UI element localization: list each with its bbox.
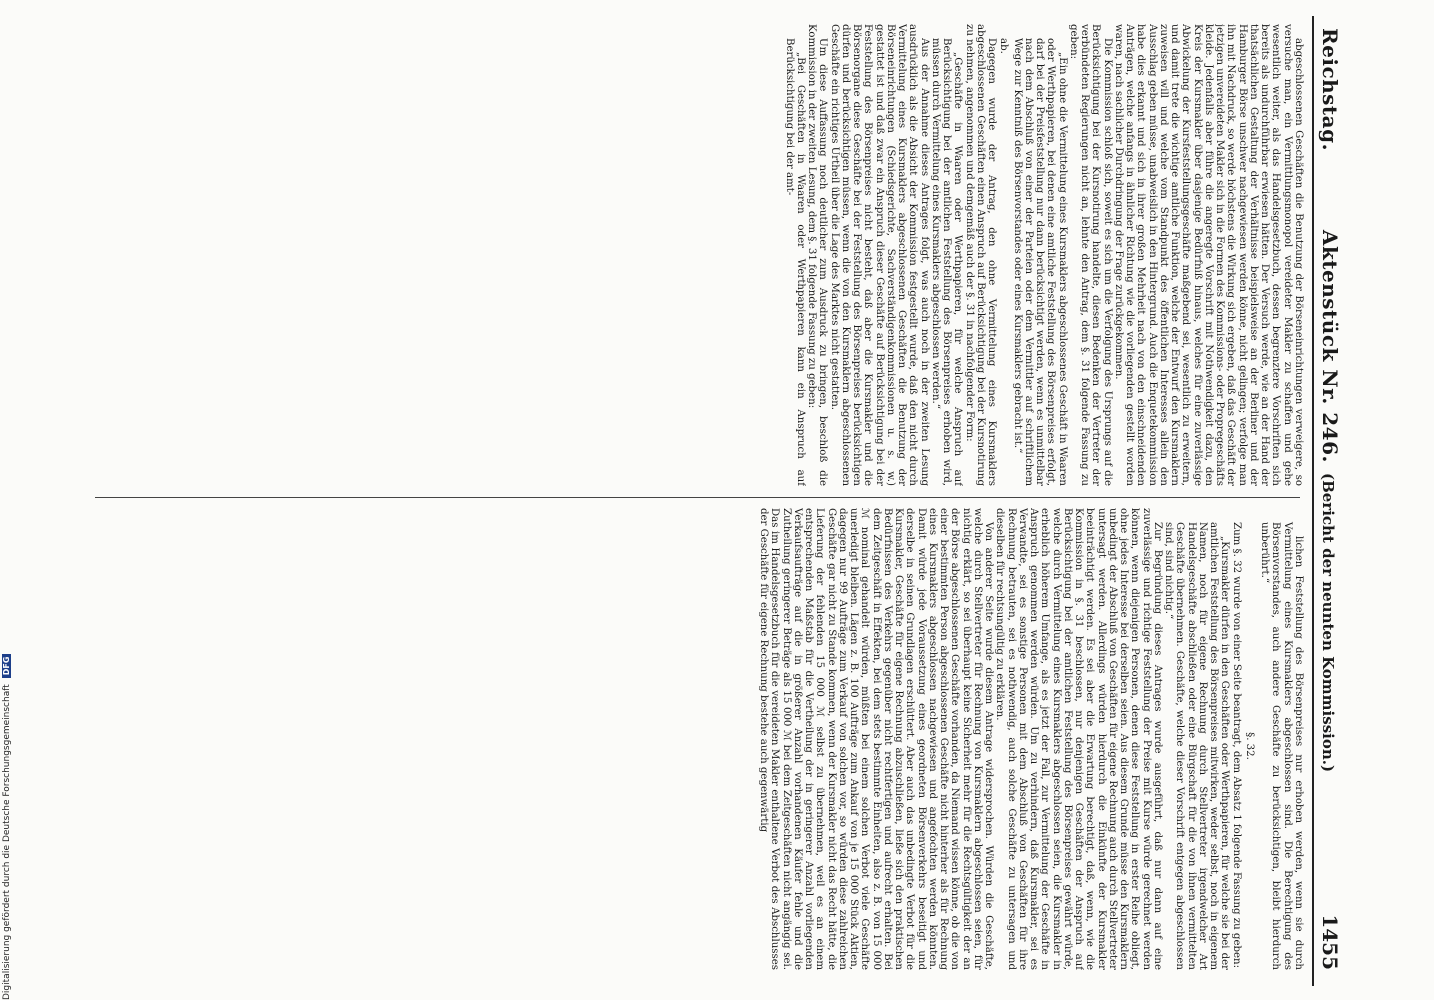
section-heading: §. 32.: [1244, 732, 1255, 760]
dfg-logo: DFG: [2, 654, 11, 679]
paragraph: Die Kommission schloß sich, soweit es sich um die Verfolgung des Ursprungs auf die Berücksichtigung bei der Kursnotirung handelte, diesen Bedenken der Vertreter der verbündeten Regierungen nicht an, lehnte den Antrag, dem §. 31 folgende Fassung zu geben:: [1068, 24, 1113, 486]
paragraph: Dagegen wurde der Antrag, den ohne Vermittelung eines Kursmaklers abgeschlossenen Geschäften einen Anspruch auf Berücksichtigung bei der Kursnotirung zu nehmen, angenommen und demgemäß auch der §. 31 in nachfolgender Form:: [963, 24, 998, 486]
paragraph: Von anderer Seite wurde diesem Antrage widersprochen. Würden die Geschäfte, welche durch Stellvertreter für Rechnung von Kursmaklern abgeschlossen seien, für nichtig erklärt, so sei überhaupt keine Sicherheit mehr für die Rechtsgültigkeit der an der Börse abgeschlossenen Geschäfte vorhanden, da Niemand wissen könne, ob die von einer bestimmten Person abgeschlossenen Geschäfte nicht hinterher als für Rechnung eines Kursmaklers abgeschlossen nachgewiesen und angefochten werden könnten. Damit würde jede Voraussetzung eines geordneten Börsenverkehrs beseitigt und derselbe in seinen Grundlagen erschüttert. Aber auch das unbedingte Verbot für die Kursmakler, Geschäfte für eigene Rechnung abzuschließen, ließe sich den praktischen Bedürfnissen des Verkehrs gegenüber nicht rechtfertigen und aufrecht erhalten. Bei dem Zeitgeschäft in Effekten, bei dem stets bestimmte Einheiten, also z. B. von 15 000 ℳ nominal gehandelt würden, müßten bei einem solchen Verbot viele Geschäfte unerledigt bleiben. Lägen z. B. 100 Aufträge zum Ankauf von je 15 000 Stück Aktien, dagegen nur 99 Aufträge zum Verkauf von solchen vor, so würden diese zahlreichen Geschäfte gar nicht zu Stande kommen, wenn der Kursmakler nicht das Recht hätte, die Lieferung der fehlenden 15 000 ℳ selbst zu übernehmen, weil es an einem entsprechenden Maßstab für die Vertheilung der in geringerer Anzahl vorliegenden Verkaufsaufträge auf die in größerer Anzahl vorhandenen Käufer fehle und die Zutheilung geringerer Beträge als 15 000 ℳ bei dem Zeitgeschäften nicht angängig sei. Das im Handelsgesetzbuch für die vereideten Makler enthaltene Verbot des Abschlusses der Geschäfte für eigene Rechnung bestehe auch gegenwärtig: [758, 508, 995, 970]
paragraph: Zum §. 32 wurde von einer Seite beantragt, dem Absatz 1 folgende Fassung zu geben:: [1230, 522, 1242, 969]
right-column: [89, 508, 1304, 970]
page-header: [1312, 16, 1344, 986]
document-title: Aktenstück Nr. 246.: [1318, 229, 1342, 463]
column-divider: [95, 497, 1300, 498]
paragraph: Zur Begründung dieses Antrages wurde ausgeführt, daß nur dann auf eine zuverlässige und richtige Feststellung der Preise mit Kurse würde gerechnet werden können, wenn diejenigen Personen, denen diese Feststellung in erster Reihe obliegt, ohne jedes Interesse bei derselben seien. Aus diesem Grunde müsse den Kursmaklern unbedingt der Abschluß von Geschäften für eigene Rechnung auch durch Stellvertreter untersagt werden. Allerdings würden hierdurch die Einkünfte der Kursmakler beeinträchtigt werden. Es sei aber die Erwartung berechtigt, daß, wenn, wie die Kommission in §. 31 beschlossen, nur denjenigen Geschäften der Anspruch auf Berücksichtigung bei der amtlichen Feststellung des Börsenpreises gewährt würde, welche durch Vermittelung eines Kursmaklers abgeschlossen seien, die Kursmakler in erheblich höherem Umfange, als es jetzt der Fall, zur Vermittelung der Geschäfte in Anspruch genommen werden würden. Um zu verhindern, daß Kursmakler, sei es Verwandte, sei es sonstige Personen mit dem Abschluß von Geschäften für ihre Rechnung betrauten, sei es nothwendig, auch solche Geschäfte zu untersagen und dieselben für rechtsungültig zu erklären.: [994, 508, 1163, 970]
paragraph: lichen Feststellung des Börsenpreises nur erhoben werden, wenn sie durch Vermittelung eines Kursmaklers abgeschlossen sind. Die Berechtigung des Börsenvorstandes, auch andere Geschäfte zu berücksichtigen, bleibt hierdurch unberührt.“: [1259, 522, 1304, 970]
paragraph: abgeschlossenen Geschäften die Benutzung der Börseneinrichtungen verweigere, so versuche man, ein Vermittlungsmonopol vereideter Makler zu schaffen und gehe wesentlich weiter, als das Handelsgesetzbuch, dessen begrenztere Vorschriften sich bereits als undurchführbar erwiesen hätten. Der Versuch werde, wie an der Hand der thatsächlichen Gestaltung der Verhältnisse beispielsweise an der Berliner und der Hamburger Börse unschwer nachgewiesen werden könne, nicht gelingen; verfolge man ihn mit Nachdruck, so werde höchstens die Wirkung sich ergeben, daß das Geschäft der jetzigen unvereideten Makler sich in die Formen des Kommissions- oder Propregeschäfts kleide. Jedenfalls aber führe die angeregte Vorschrift mit Nothwendigkeit dazu, den Kreis der Kursmakler über dasjenige Bedürfniß hinaus, welches für eine zuverlässige Abwickelung der Kursfeststellungsgeschäfte maßgebend sei, wesentlich zu erweitern, und damit trete die wichtige amtliche Funktion, welche der Entwurf den Kursmaklern zuweisen will und welche vom Standpunkt des öffentlichen Interesses allein den Ausschlag geben müsse, unabweislich in den Hintergrund. Auch die Enquetekommission habe dies erkannt und sich in ihrer großen Mehrheit nach von den einschneidenden Anträgen, welche anfangs in ähnlicher Richtung wie die vorliegenden gestellt worden waren, nach sachlicher Durchdringung der Frage zurückgekommen.: [1113, 24, 1304, 486]
paragraph: „Ein ohne die Vermittelung eines Kursmaklers abgeschlossenes Geschäft in Waaren oder Werthpapieren, bei denen eine amtliche Feststellung des Börsenpreises erfolgt, darf bei der Preisfeststellung nur dann berücksichtigt werden, wenn es unmittelbar nach dem Abschluß von einer der Parteien oder dem Vermittler auf schriftlichem Wege zur Kenntniß des Börsenvorstandes oder eines Kursmaklers gebracht ist.“: [1011, 38, 1068, 486]
digitization-credit: [2, 654, 12, 1000]
paragraph: „Geschäfte in Waaren oder Werthpapieren, für welche Anspruch auf Berücksichtigung bei der amtlichen Feststellung des Börsenpreises erhoben wird, müssen durch Vermittelung eines Kursmaklers abgeschlossen werden.“: [930, 38, 964, 486]
paragraph: „Bei Geschäften in Waaren oder Werthpapieren kann ein Anspruch auf Berücksichtigung bei der amt-: [783, 38, 806, 486]
left-column: [89, 24, 1304, 486]
header-left: Reichstag.: [1318, 28, 1342, 152]
paragraph: „Kursmakler dürfen in den Geschäften oder Werthpapieren, für welche sie bei der amtlichen Feststellung des Börsenpreises mitwirken, weder selbst, noch in eigenem Namen, noch für eigene Rechnung durch Stellvertreter irgendwelcher Art Handelsgeschäfte abschließen oder eine Bürgschaft für die von ihnen vermittelten Geschäfte übernehmen. Geschäfte, welche dieser Vorschrift entgegen abgeschlossen sind, sind nichtig.“: [1163, 522, 1231, 970]
paragraph: Aus der Annahme dieses Antrages folgt, was auch noch in der zweiten Lesung ausdrücklich als die Absicht der Kommission festgestellt wurde, daß den nicht durch Vermittelung eines Kursmaklers abgeschlossenen Geschäften die Benutzung der Börseneinrichtungen (Schiedsgerichte, Sachverständigenkommissionen u. s. w.) gestattet ist und daß zwar ein Anspruch dieser Geschäfte auf Berücksichtigung bei der Feststellung des Börsenpreises nicht besteht, daß aber die Kursmakler und die Börsenorgane diese Geschäfte bei der Feststellung des Börsenpreises berücksichtigen dürfen und berücksichtigen müssen, wenn die von den Kursmaklern abgeschlossenen Geschäfte ein richtiges Urtheil über die Lage des Marktes nicht gestatten.: [828, 24, 930, 486]
section-label: ab.: [998, 38, 1010, 54]
header-center: [1318, 16, 1342, 986]
credit-text: Digitalisierung gefördert durch die Deutsche Forschungsgemeinschaft: [2, 684, 12, 1000]
page-number: 1455: [1318, 914, 1342, 970]
paragraph: Um diese Auffassung noch deutlicher zum Ausdruck zu bringen, beschloß die Kommission in der zweiten Lesung, dem §. 31 folgende Fassung zu geben:: [806, 24, 829, 486]
document-subtitle: (Bericht der neunten Kommission.): [1319, 472, 1337, 773]
rotated-page-content: [82, 16, 1344, 986]
